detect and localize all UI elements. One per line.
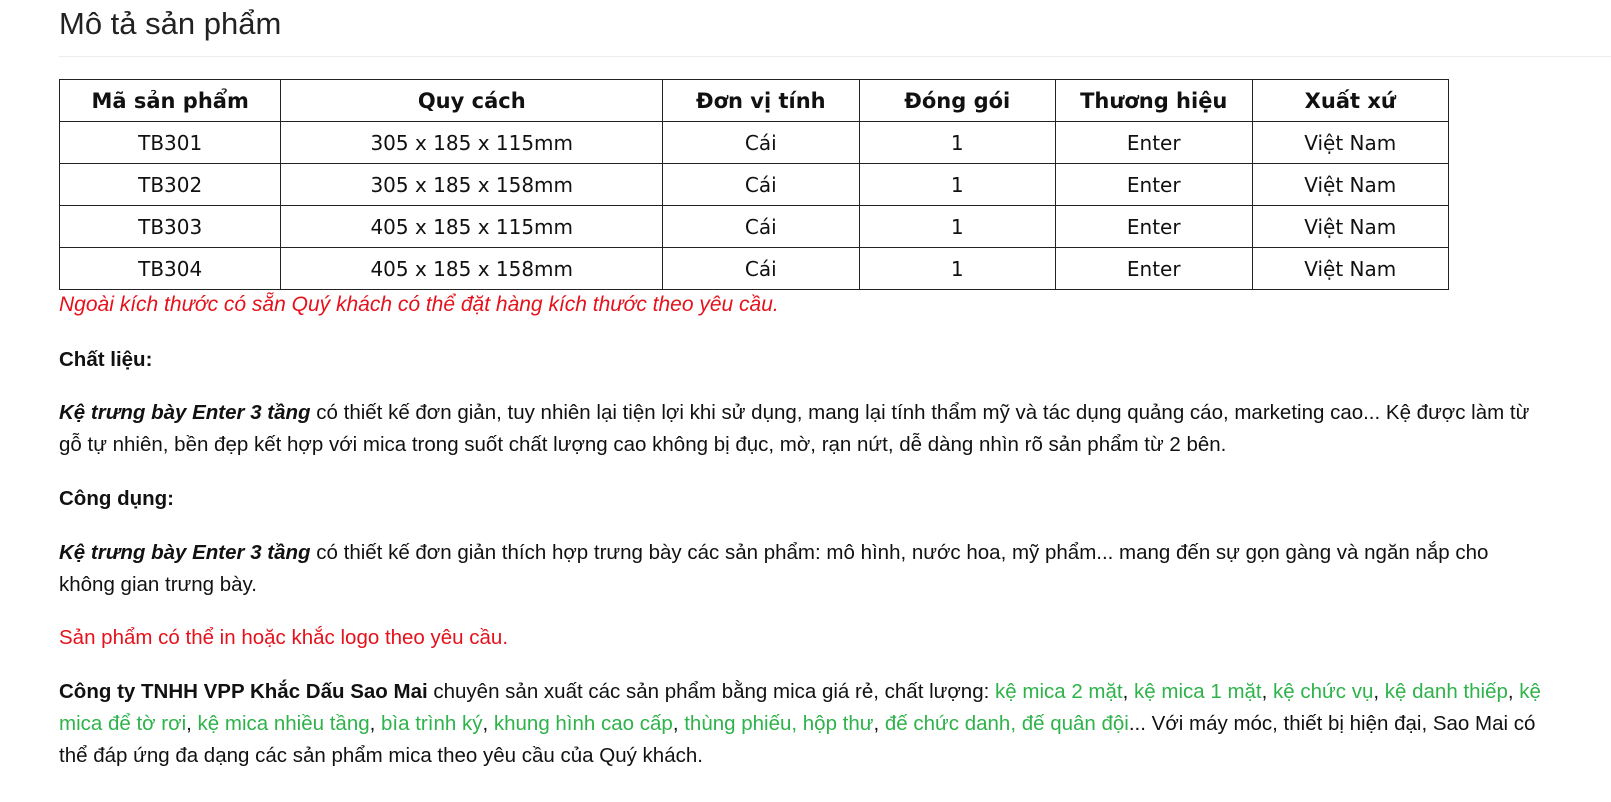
table-row [60,248,1449,290]
header-brand: Thương hiệu [1055,80,1252,122]
cell-dimensions: 305 x 185 x 115mm [281,122,663,164]
table-row [60,122,1449,164]
table-row [60,206,1449,248]
link-de-chuc-danh-de-quan-doi[interactable]: đế chức danh, đế quân đội [884,712,1129,735]
cell-product-code: TB304 [60,248,281,290]
title-divider [59,56,1611,57]
product-name-emphasis: Kệ trưng bày Enter 3 tầng [59,541,311,564]
link-ke-chuc-vu[interactable]: kệ chức vụ [1273,680,1374,703]
section-title: Mô tả sản phẩm [59,6,282,41]
company-name: Công ty TNHH VPP Khắc Dấu Sao Mai [59,680,428,703]
cell-brand: Enter [1055,206,1252,248]
cell-packing: 1 [859,206,1055,248]
material-paragraph [59,397,1549,461]
link-khung-hinh-cao-cap[interactable]: khung hình cao cấp [493,712,673,735]
cell-unit: Cái [663,248,859,290]
link-bia-trinh-ky[interactable]: bìa trình ký [381,712,483,735]
product-name-emphasis: Kệ trưng bày Enter 3 tầng [59,401,311,424]
usage-paragraph [59,537,1549,601]
cell-product-code: TB303 [60,206,281,248]
cell-dimensions: 305 x 185 x 158mm [281,164,663,206]
usage-heading: Công dụng: [59,487,174,510]
link-thung-phieu-hop-thu[interactable]: thùng phiếu, hộp thư [684,712,874,735]
link-ke-mica-nhieu-tang[interactable]: kệ mica nhiều tầng [197,712,370,735]
custom-size-note: Ngoài kích thước có sẵn Quý khách có thể đặt hàng kích thước theo yêu cầu. [59,293,779,316]
company-outro: Với máy móc, thiết bị hiện đại, Sao Mai có thể đáp ứng đa dạng các sản phẩm mica theo yêu cầu của Quý khách. [59,712,1536,767]
product-description [59,0,1611,767]
cell-dimensions: 405 x 185 x 158mm [281,248,663,290]
company-intro: chuyên sản xuất các sản phẩm bằng mica giá rẻ, chất lượng: [427,680,996,703]
spec-table [59,79,1449,290]
cell-origin: Việt Nam [1252,248,1448,290]
header-packing: Đóng gói [859,80,1055,122]
cell-packing: 1 [859,248,1055,290]
cell-dimensions: 405 x 185 x 115mm [281,206,663,248]
link-ke-mica-2-mat[interactable]: kệ mica 2 mặt [995,680,1123,703]
table-header-row [60,80,1449,122]
cell-packing: 1 [859,164,1055,206]
cell-origin: Việt Nam [1252,206,1448,248]
cell-origin: Việt Nam [1252,164,1448,206]
material-heading: Chất liệu: [59,348,153,371]
usage-text: có thiết kế đơn giản thích hợp trưng bày các sản phẩm: mô hình, nước hoa, mỹ phẩm... mang đến sự gọn gàng và ngăn nắp cho không gian trưng bày. [59,541,1489,596]
cell-unit: Cái [663,164,859,206]
cell-origin: Việt Nam [1252,122,1448,164]
header-product-code: Mã sản phẩm [60,80,281,122]
table-row [60,164,1449,206]
link-ke-mica-1-mat[interactable]: kệ mica 1 mặt [1134,680,1262,703]
cell-brand: Enter [1055,164,1252,206]
company-paragraph: Công ty TNHH VPP Khắc Dấu Sao Mai chuyên sản xuất các sản phẩm bằng mica giá rẻ, chất lượng: kệ mica 2 mặt, kệ mica 1 mặt, kệ chức vụ, kệ danh thiếp, kệ mica để tờ rơi, kệ mica nhiều tầng, bìa trình ký, khung hình cao cấp, thùng phiếu, hộp thư, đế chức danh, đế quân đội... Với máy móc, thiết bị hiện đại, Sao Mai có thể đáp ứng đa dạng các sản phẩm mica theo yêu cầu của Quý khách. [59,680,1541,767]
header-unit: Đơn vị tính [663,80,859,122]
cell-brand: Enter [1055,122,1252,164]
material-text: có thiết kế đơn giản, tuy nhiên lại tiện lợi khi sử dụng, mang lại tính thẩm mỹ và tác dụng quảng cáo, marketing cao... Kệ được làm từ gỗ tự nhiên, bền đẹp kết hợp với mica trong suốt chất lượng cao không bị đục, mờ, rạn nứt, dễ dàng nhìn rõ sản phẩm từ 2 bên. [59,401,1530,456]
logo-note: Sản phẩm có thể in hoặc khắc logo theo yêu cầu. [59,626,509,649]
link-ke-mica-de-to-roi[interactable]: kệ mica để tờ rơi [59,680,1541,735]
header-dimensions: Quy cách [281,80,663,122]
cell-brand: Enter [1055,248,1252,290]
cell-packing: 1 [859,122,1055,164]
link-ke-danh-thiep[interactable]: kệ danh thiếp [1384,680,1508,703]
cell-product-code: TB301 [60,122,281,164]
cell-unit: Cái [663,206,859,248]
cell-unit: Cái [663,122,859,164]
cell-product-code: TB302 [60,164,281,206]
header-origin: Xuất xứ [1252,80,1448,122]
